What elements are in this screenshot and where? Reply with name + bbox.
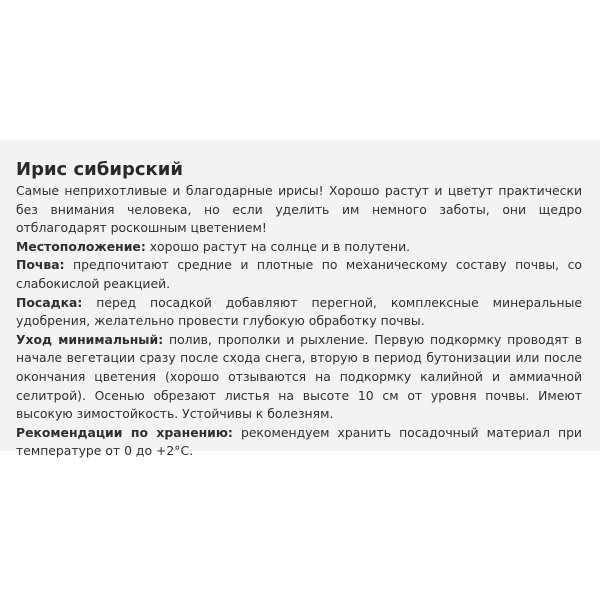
- product-label-card: [0, 140, 600, 459]
- care-paragraph: [16, 331, 582, 424]
- plant-title: Ирис сибирский: [16, 159, 183, 180]
- location-paragraph: [16, 238, 582, 257]
- storage-text: рекомендуем хранить посадочный материал при температуре от 0 до +2°С.: [16, 424, 582, 459]
- planting-term: Посадка:: [16, 294, 83, 310]
- soil-text: предпочитают средние и плотные по механическому составу почвы, со слабокислой реакцией.: [16, 257, 582, 291]
- soil-paragraph: [16, 256, 582, 293]
- planting-text: перед посадкой добавляют перегной, комплексные минеральные удобрения, желательно провести глубокую обработку почвы.: [16, 294, 582, 329]
- label-content: [16, 159, 582, 461]
- care-term: Уход минимальный:: [16, 331, 164, 347]
- planting-paragraph: [16, 294, 582, 331]
- intro-paragraph: Самые неприхотливые и благодарные ирисы! Хорошо растут и цветут практически без внимания человека, но если уделить им немного заботы, они щедро отблагодарят роскошным цветением!: [16, 183, 582, 236]
- storage-paragraph: [16, 424, 582, 461]
- care-text: полив, прополки и рыхление. Первую подкормку проводят в начале вегетации сразу после схода снега, вторую в период бутонизации или после окончания цветения (хорошо отзываются на подкормку калийной и аммиачной селитрой). Осенью обрезают листья на высоте 10 см от уровня почвы. Имеют высокую зимостойкость. Устойчивы к болезням.: [16, 331, 583, 422]
- storage-term: Рекомендации по хранению:: [16, 424, 233, 440]
- location-term: Местоположение:: [16, 238, 146, 254]
- location-text: хорошо растут на солнце и в полутени.: [145, 238, 411, 254]
- soil-term: Почва:: [16, 257, 65, 273]
